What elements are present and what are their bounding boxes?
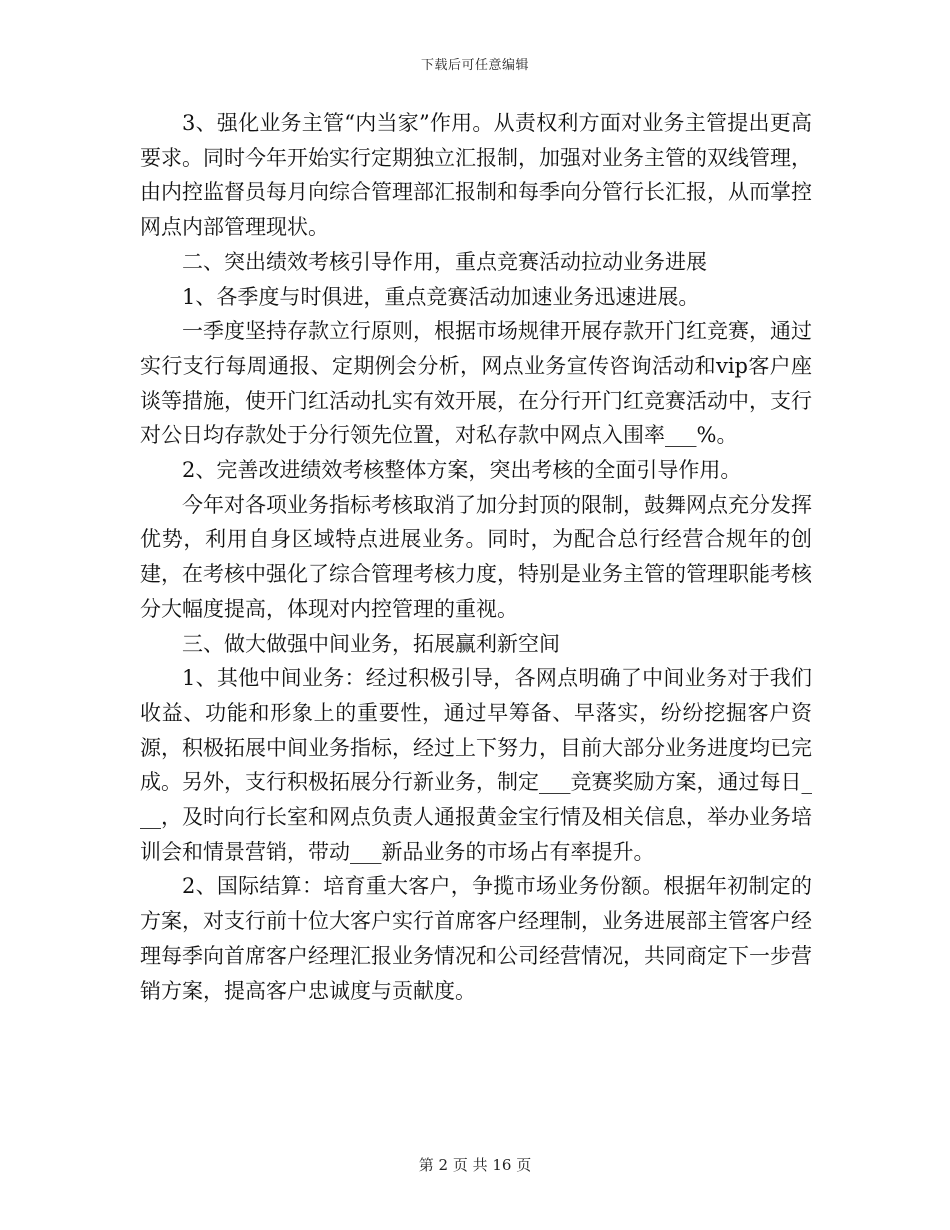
section-heading-intermediate-business: 三、做大做强中间业务，拓展赢利新空间 xyxy=(182,631,560,656)
page-number: 第 2 页 共 16 页 xyxy=(418,1156,532,1174)
subheading-assessment-plan: 2、完善改进绩效考核整体方案，突出考核的全面引导作用。 xyxy=(182,458,742,483)
paragraph-business-supervisor: 3、强化业务主管“内当家”作用。从责权利方面对业务主管提出更高要求。同时今年开始实行定期独立汇报制，加强对业务主管的双线管理，由内控监督员每月向综合管理部汇报制和每季向分管行长汇报，从而掌控网点内部管理现状。 xyxy=(140,111,812,240)
paragraph-international-settlement: 2、国际结算：培育重大客户，争揽市场业务份额。根据年初制定的方案，对支行前十位大客户实行首席客户经理制，业务进展部主管客户经理每季向首席客户经理汇报业务情况和公司经营情况，共同商定下一步营销方案，提高客户忠诚度与贡献度。 xyxy=(140,874,812,1003)
subheading-quarterly-competition: 1、各季度与时俱进，重点竞赛活动加速业务迅速进展。 xyxy=(182,284,700,309)
paragraph-assessment-details: 今年对各项业务指标考核取消了加分封顶的限制，鼓舞网点充分发挥优势，利用自身区域特点进展业务。同时，为配合总行经营合规年的创建，在考核中强化了综合管理考核力度，特别是业务主管的管理职能考核分大幅度提高，体现对内控管理的重视。 xyxy=(140,492,812,621)
paragraph-first-quarter: 一季度坚持存款立行原则，根据市场规律开展存款开门红竞赛，通过实行支行每周通报、定期例会分析，网点业务宣传咨询活动和vip客户座谈等措施，使开门红活动扎实有效开展，在分行开门红竞赛活动中，支行对公日均存款处于分行领先位置，对私存款中网点入围率___%。 xyxy=(140,319,812,448)
paragraph-other-intermediate-business: 1、其他中间业务：经过积极引导，各网点明确了中间业务对于我们收益、功能和形象上的重要性，通过早筹备、早落实，纷纷挖掘客户资源，积极拓展中间业务指标，经过上下努力，目前大部分业务进度均已完成。另外，支行积极拓展分行新业务，制定___竞赛奖励方案，通过每日___，及时向行长室和网点负责人通报黄金宝行情及相关信息，举办业务培训会和情景营销，带动___新品业务的市场占有率提升。 xyxy=(140,666,812,864)
header-note: 下载后可任意编辑 xyxy=(420,58,529,73)
document-body xyxy=(140,106,812,1008)
section-heading-performance: 二、突出绩效考核引导作用，重点竞赛活动拉动业务进展 xyxy=(182,249,707,274)
